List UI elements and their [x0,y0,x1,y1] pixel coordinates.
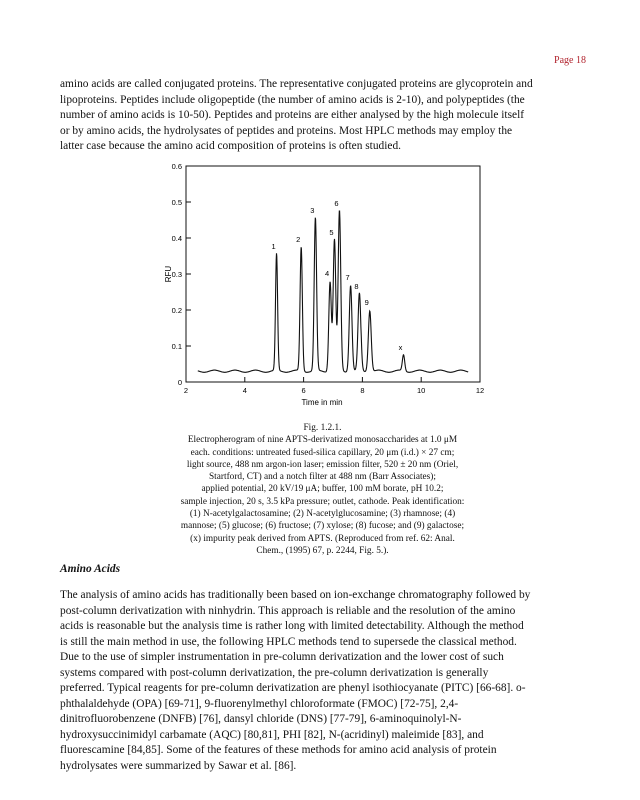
text-line: fluorescamine [84,85]. Some of the features of these methods for amino acid analysis of protein [60,744,497,756]
caption-line: light source, 488 nm argon-ion laser; emission filter, 520 ± 20 nm (Oriel, [186,459,459,470]
text-line: acids is reasonable but the analysis time is rather long with limited detectability. Although the method [60,620,524,632]
y-tick-label: 0.3 [171,270,182,279]
page-number: Page 18 [554,55,586,66]
text-line: lipoproteins. Peptides include oligopeptide (the number of amino acids is 2-10), and polypeptides (the [60,93,525,106]
caption-line: (x) impurity peak derived from APTS. (Reproduced from ref. 62: Anal. [190,533,455,544]
y-tick-label: 0.1 [171,342,182,351]
peak-label: x [398,343,403,352]
text-line: hydroxysuccinimidyl carbamate (AQC) [80,81], PHI [82], N-(acridinyl) maleimide [83], and [60,728,484,741]
peak-label: 1 [271,242,276,252]
x-tick-label: 10 [417,386,426,395]
x-tick-label: 6 [301,386,306,395]
peak-label: 3 [310,206,315,216]
caption-line: Startford, CT) and a notch filter at 488 nm (Barr Associates); [209,472,436,483]
peak-label: 5 [329,227,334,237]
y-tick-label: 0 [177,378,182,387]
peak-label: 2 [296,235,301,244]
text-line: post-column derivatization with ninhydrin. This approach is reliable and the resolution of the amino [60,604,516,617]
x-tick-label: 2 [183,386,189,395]
text-line: amino acids are called conjugated proteins. The representative conjugated proteins are glycoprotein and [60,78,533,90]
x-tick-label: 4 [242,386,247,395]
text-line: hydrolysates were summarized by Sawar et al. [86]. [60,759,297,772]
caption-line: each. conditions: untreated fused-silica capillary, 20 μm (i.d.) × 27 cm; [190,447,455,458]
text-line: The analysis of amino acids has traditionally been based on ion-exchange chromatography followed by [60,589,531,601]
caption-line: sample injection, 20 s, 3.5 kPa pressure; outlet, cathode. Peak identification: [180,496,465,507]
caption-line: Chem., (1995) 67, p. 2244, Fig. 5.). [256,545,389,556]
caption-line: mannose; (5) glucose; (6) fructose; (7) xylose; (8) fucose; and (9) galactose; [180,521,465,532]
text-line: or by amino acids, the hydrolysates of peptides and proteins. Most HPLC methods may employ the [60,124,513,137]
text-line: is still the main method in use, the following HPLC methods tend to supersede the classical method. [60,635,517,648]
y-tick-label: 0.4 [171,234,182,243]
y-axis [172,162,191,387]
peak-label: 8 [354,281,359,291]
text-line: dinitrofluorobenzene (DNFB) [76], dansyl chloride (DNS) [77-79], 6-aminoquinolyl-N- [60,713,462,725]
section-heading: Amino Acids [60,563,121,575]
text-line: systems compared with post-column derivatization, the pre-column derivatization is generally [60,666,489,679]
electropherogram-chart [156,156,496,408]
x-tick-label: 8 [360,386,365,395]
peak-label: 4 [324,269,330,279]
caption-line: (1) N-acetylgalactosamine; (2) N-acetylglucosamine; (3) rhamnose; (4) [189,509,456,520]
peak-label: 9 [364,298,369,307]
caption-line: applied potential, 20 kV/19 μA; buffer, 100 mM borate, pH 10.2; [201,484,444,495]
text-line: phthalaldehyde (OPA) [69-71], 9-fluorenylmethyl chloroformate (FMOC) [72-75], 2,4- [60,697,459,710]
x-axis-label: Time in min [301,398,343,407]
x-axis [184,377,484,395]
text-line: number of amino acids is 10-50). Peptides and proteins are either analysed by the high molecule itself [60,109,525,121]
caption-line: Electropherogram of nine APTS-derivatized monosaccharides at 1.0 μM [187,435,458,446]
caption-title: Fig. 1.2.1. [303,423,342,433]
intro-paragraph [60,77,590,155]
peak-label: 6 [334,199,339,208]
body-paragraph [60,588,590,774]
text-line: Due to the use of simpler instrumentation in pre-column derivatization and the lower cost of such [60,651,504,663]
x-tick-label: 12 [475,386,485,395]
y-axis-label: RFU [164,265,173,283]
text-line: preferred. Typical reagents for pre-column derivatization are phenyl isothiocyanate (PITC) [66-68]. o- [60,682,526,694]
y-tick-label: 0.2 [171,306,182,315]
y-tick-label: 0.5 [171,198,182,207]
peak-label: 7 [345,272,350,282]
text-line: latter case because the amino acid composition of proteins is often studied. [60,140,401,152]
peak-labels [271,199,402,352]
figure-caption [150,422,495,557]
y-tick-label: 0.6 [171,162,182,171]
